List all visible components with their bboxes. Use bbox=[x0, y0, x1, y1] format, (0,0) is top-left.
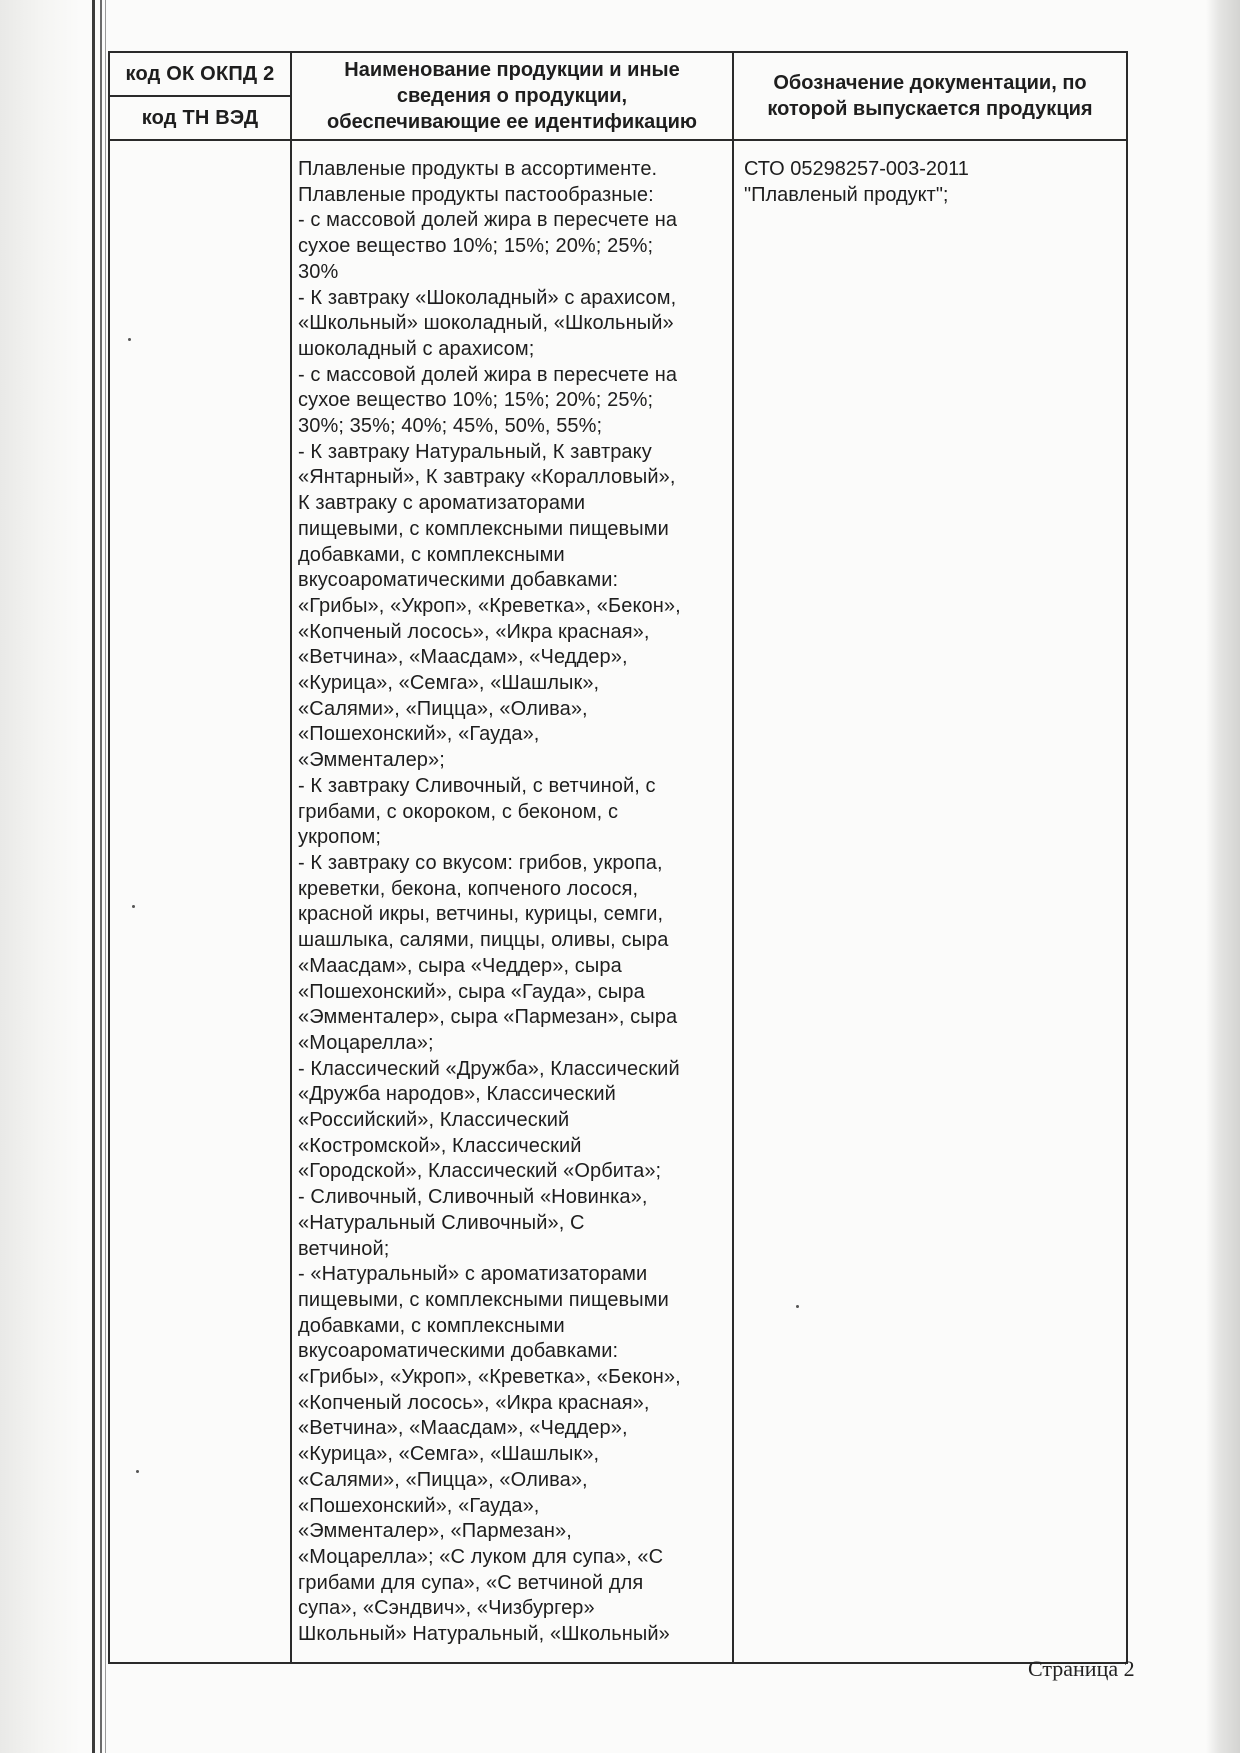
cell-documentation bbox=[733, 140, 1127, 1663]
product-name-line: «Копченый лосось», «Икра красная», bbox=[298, 1391, 650, 1414]
table-header-row bbox=[109, 52, 1127, 96]
product-name-line: «Эмменталер», «Пармезан», bbox=[298, 1520, 572, 1543]
header-documentation bbox=[733, 52, 1127, 140]
documentation-line: СТО 05298257-003-2011 bbox=[744, 158, 969, 180]
product-name-line: «Эмменталер»; bbox=[298, 749, 445, 772]
product-name-line: «Эмменталер», сыра «Пармезан», сыра bbox=[298, 1006, 678, 1029]
table-row bbox=[109, 140, 1127, 1663]
product-name-line: «Янтарный», К завтраку «Коралловый», bbox=[298, 466, 676, 489]
product-name-line: грибами, с окороком, с беконом, с bbox=[298, 800, 619, 823]
product-name-line: «Городской», Классический «Орбита»; bbox=[298, 1160, 662, 1183]
product-name-line: - К завтраку Сливочный, с ветчиной, с bbox=[298, 774, 656, 797]
product-name-line: добавками, с комплексными bbox=[298, 543, 565, 566]
product-name-line: «Дружба народов», Классический bbox=[298, 1083, 616, 1106]
product-name-line: добавками, с комплексными bbox=[298, 1314, 565, 1337]
product-name-line: пищевыми, с комплексными пищевыми bbox=[298, 517, 669, 540]
product-name-line: «Салями», «Пицца», «Олива», bbox=[298, 697, 588, 720]
product-name-line: - Классический «Дружба», Классический bbox=[298, 1057, 680, 1080]
product-name-line: «Костромской», Классический bbox=[298, 1134, 582, 1157]
product-name-line: «Грибы», «Укроп», «Креветка», «Бекон», bbox=[298, 1366, 681, 1389]
product-name-line: «Грибы», «Укроп», «Креветка», «Бекон», bbox=[298, 594, 681, 617]
product-name-line: сухое вещество 10%; 15%; 20%; 25%; bbox=[298, 389, 654, 412]
product-name-line: 30% bbox=[298, 260, 339, 283]
product-name-line: - Сливочный, Сливочный «Новинка», bbox=[298, 1186, 648, 1209]
product-name-line: укропом; bbox=[298, 826, 382, 849]
product-name-line: «Маасдам», сыра «Чеддер», сыра bbox=[298, 954, 622, 977]
product-name-line: шоколадный с арахисом; bbox=[298, 337, 535, 360]
product-name-line: «Копченый лосось», «Икра красная», bbox=[298, 620, 650, 643]
product-name-line: вкусоароматическими добавками: bbox=[298, 1340, 619, 1363]
product-name-line: К завтраку с ароматизаторами bbox=[298, 492, 586, 515]
product-name-line: - с массовой долей жира в пересчете на bbox=[298, 209, 678, 232]
product-name-line: «Ветчина», «Маасдам», «Чеддер», bbox=[298, 646, 628, 669]
documentation-line: "Плавленый продукт"; bbox=[744, 183, 949, 206]
product-name-line: «Моцарелла»; «С луком для супа», «С bbox=[298, 1545, 664, 1568]
product-name-line: 30%; 35%; 40%; 45%, 50%, 55%; bbox=[298, 415, 603, 438]
product-name-line: красной икры, ветчины, курицы, семги, bbox=[298, 903, 664, 926]
product-table bbox=[108, 51, 1128, 1664]
header-tnved-code: код ТН ВЭД bbox=[109, 96, 291, 140]
header-documentation-line: Обозначение документации, по bbox=[773, 72, 1087, 94]
product-name-line: «Пошехонский», «Гауда», bbox=[298, 1494, 540, 1517]
header-product-name-line: обеспечивающие ее идентификацию bbox=[327, 111, 697, 133]
scan-line bbox=[100, 0, 102, 1753]
product-name-line: «Курица», «Семга», «Шашлык», bbox=[298, 672, 600, 695]
product-name-line: Плавленые продукты пастообразные: bbox=[298, 183, 654, 206]
product-name-line: - К завтраку Натуральный, К завтраку bbox=[298, 440, 652, 463]
scan-shadow-left bbox=[0, 0, 96, 1753]
product-name-line: шашлыка, салями, пиццы, оливы, сыра bbox=[298, 929, 669, 952]
product-name-line: ветчиной; bbox=[298, 1237, 390, 1260]
product-name-line: супа», «Сэндвич», «Чизбургер» bbox=[298, 1597, 595, 1620]
cell-product-name bbox=[291, 140, 733, 1663]
header-product-name bbox=[291, 52, 733, 140]
scan-shadow-right bbox=[1206, 0, 1240, 1753]
product-name-line: «Салями», «Пицца», «Олива», bbox=[298, 1468, 588, 1491]
cell-code bbox=[109, 140, 291, 1663]
product-name-line: вкусоароматическими добавками: bbox=[298, 569, 619, 592]
product-name-line: «Ветчина», «Маасдам», «Чеддер», bbox=[298, 1417, 628, 1440]
product-name-line: «Курица», «Семга», «Шашлык», bbox=[298, 1443, 600, 1466]
scan-line bbox=[105, 0, 106, 1753]
product-name-line: сухое вещество 10%; 15%; 20%; 25%; bbox=[298, 235, 654, 258]
product-name-line: «Моцарелла»; bbox=[298, 1031, 434, 1054]
product-name-line: - К завтраку «Шоколадный» с арахисом, bbox=[298, 286, 677, 309]
scan-line bbox=[92, 0, 95, 1753]
product-name-line: грибами для супа», «С ветчиной для bbox=[298, 1571, 644, 1594]
product-name-line: «Натуральный Сливочный», С bbox=[298, 1211, 585, 1234]
scan-speck bbox=[136, 1470, 139, 1473]
scan-speck bbox=[128, 338, 131, 341]
header-documentation-line: которой выпускается продукция bbox=[767, 98, 1093, 120]
product-name-line: «Пошехонский», сыра «Гауда», сыра bbox=[298, 980, 645, 1003]
scan-speck bbox=[796, 1305, 799, 1308]
product-name-line: - с массовой долей жира в пересчете на bbox=[298, 363, 678, 386]
scan-speck bbox=[132, 905, 135, 908]
product-name-line: - «Натуральный» с ароматизаторами bbox=[298, 1263, 648, 1286]
product-name-line: Плавленые продукты в ассортименте. bbox=[298, 158, 658, 180]
product-name-line: «Российский», Классический bbox=[298, 1109, 570, 1132]
header-okpd-code: код ОК ОКПД 2 bbox=[109, 52, 291, 96]
product-name-line: «Пошехонский», «Гауда», bbox=[298, 723, 540, 746]
product-name-line: креветки, бекона, копченого лосося, bbox=[298, 877, 639, 900]
product-name-line: «Школьный» шоколадный, «Школьный» bbox=[298, 312, 674, 335]
header-product-name-line: сведения о продукции, bbox=[396, 85, 628, 107]
header-product-name-line: Наименование продукции и иные bbox=[344, 59, 680, 81]
product-name-line: - К завтраку со вкусом: грибов, укропа, bbox=[298, 851, 663, 874]
product-name-line: Школьный» Натуральный, «Школьный» bbox=[298, 1623, 670, 1646]
product-name-line: пищевыми, с комплексными пищевыми bbox=[298, 1288, 669, 1311]
page-number: Страница 2 bbox=[1028, 1656, 1135, 1681]
